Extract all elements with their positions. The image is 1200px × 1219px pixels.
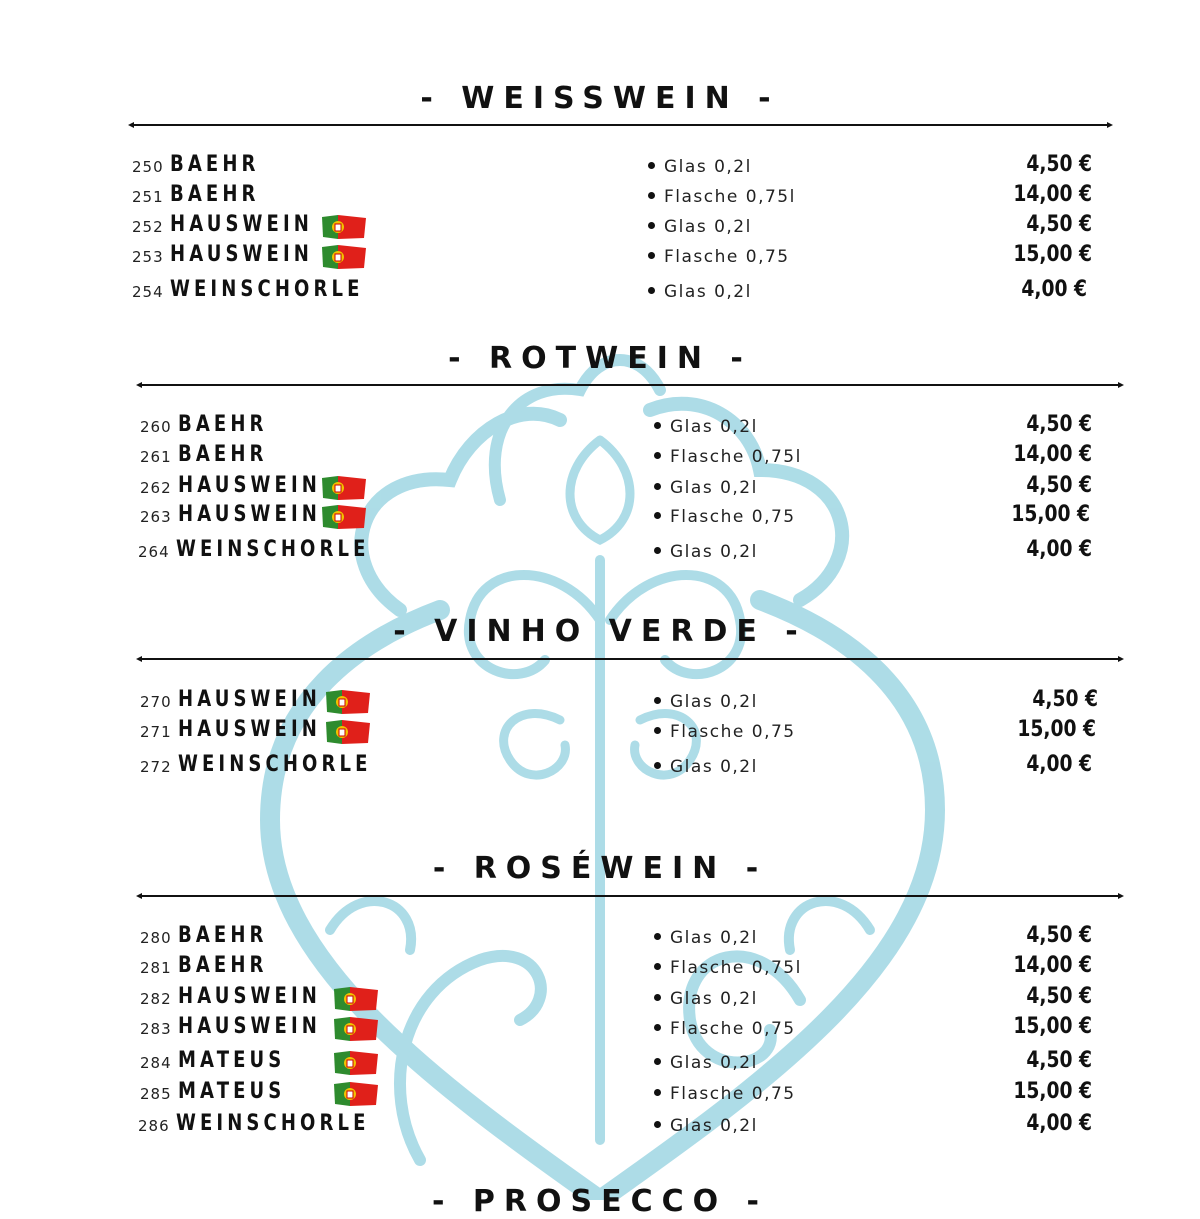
bullet-icon — [654, 697, 661, 704]
item-size-label: Glas 0,2l — [670, 692, 758, 712]
item-size — [654, 417, 758, 437]
item-name: BAEHR — [178, 412, 268, 437]
item-price: 15,00 € — [1013, 242, 1092, 267]
bullet-icon — [654, 1121, 661, 1128]
menu-item — [138, 1111, 1098, 1141]
bullet-icon — [654, 1058, 661, 1065]
item-price: 4,50 € — [1026, 412, 1092, 437]
item-size-label: Flasche 0,75 — [670, 722, 796, 742]
item-size — [648, 247, 790, 267]
item-size — [654, 507, 796, 527]
item-price: 4,00 € — [1026, 752, 1092, 777]
item-size-label: Flasche 0,75 — [670, 1019, 796, 1039]
item-price: 15,00 € — [1011, 502, 1090, 527]
bullet-icon — [654, 727, 661, 734]
item-size-label: Glas 0,2l — [670, 989, 758, 1009]
item-number: 272 — [140, 758, 172, 776]
item-size — [654, 757, 758, 777]
item-number: 253 — [132, 248, 164, 266]
bullet-icon — [654, 547, 661, 554]
item-number: 260 — [140, 418, 172, 436]
portugal-flag-icon — [324, 718, 372, 746]
item-size — [654, 1019, 796, 1039]
portugal-flag-icon — [332, 1080, 380, 1108]
section-divider — [128, 119, 1113, 131]
item-number: 251 — [132, 188, 164, 206]
bullet-icon — [654, 512, 661, 519]
portugal-flag-icon — [320, 243, 368, 271]
menu-item — [132, 182, 1092, 212]
menu-item — [140, 412, 1100, 442]
item-price: 14,00 € — [1013, 953, 1092, 978]
item-number: 254 — [132, 283, 164, 301]
bullet-icon — [654, 994, 661, 1001]
item-size-label: Flasche 0,75l — [664, 187, 796, 207]
item-size-label: Glas 0,2l — [664, 157, 752, 177]
item-name: WEINSCHORLE — [176, 1111, 370, 1136]
bullet-icon — [654, 422, 661, 429]
menu-item — [140, 502, 1100, 532]
item-price: 4,50 € — [1026, 212, 1092, 237]
section-title: - WEISSWEIN - — [420, 81, 780, 116]
item-size — [654, 447, 802, 467]
portugal-flag-icon — [324, 688, 372, 716]
item-number: 286 — [138, 1117, 170, 1135]
item-size — [654, 478, 758, 498]
bullet-icon — [654, 1024, 661, 1031]
item-price: 15,00 € — [1013, 1014, 1092, 1039]
item-size — [654, 1053, 758, 1073]
item-name: BAEHR — [178, 442, 268, 467]
item-price: 4,00 € — [1026, 537, 1092, 562]
item-price: 15,00 € — [1017, 717, 1096, 742]
item-size — [648, 157, 752, 177]
bullet-icon — [654, 762, 661, 769]
portugal-flag-icon — [332, 985, 380, 1013]
item-size-label: Glas 0,2l — [670, 1116, 758, 1136]
item-size-label: Glas 0,2l — [670, 1053, 758, 1073]
item-size — [654, 928, 758, 948]
item-number: 261 — [140, 448, 172, 466]
item-size-label: Flasche 0,75 — [670, 507, 796, 527]
bullet-icon — [654, 963, 661, 970]
menu-item — [140, 1079, 1100, 1109]
item-size-label: Glas 0,2l — [664, 217, 752, 237]
item-price: 4,00 € — [1026, 1111, 1092, 1136]
item-name: BAEHR — [178, 953, 268, 978]
item-size — [654, 989, 758, 1009]
item-price: 4,50 € — [1026, 152, 1092, 177]
bullet-icon — [648, 252, 655, 259]
menu-item — [140, 1048, 1100, 1078]
item-number: 262 — [140, 479, 172, 497]
menu-item — [140, 1014, 1100, 1044]
item-price: 14,00 € — [1013, 182, 1092, 207]
item-price: 4,50 € — [1026, 984, 1092, 1009]
item-number: 252 — [132, 218, 164, 236]
item-name: BAEHR — [170, 182, 260, 207]
section-divider — [136, 890, 1124, 902]
bullet-icon — [654, 483, 661, 490]
item-size-label: Glas 0,2l — [670, 417, 758, 437]
item-size-label: Flasche 0,75l — [670, 447, 802, 467]
bullet-icon — [648, 222, 655, 229]
item-price: 4,50 € — [1026, 473, 1092, 498]
item-number: 282 — [140, 990, 172, 1008]
item-name: MATEUS — [178, 1079, 286, 1104]
bullet-icon — [648, 287, 655, 294]
item-number: 284 — [140, 1054, 172, 1072]
item-size — [654, 1084, 796, 1104]
menu-item — [138, 537, 1098, 567]
item-number: 281 — [140, 959, 172, 977]
item-size-label: Flasche 0,75 — [670, 1084, 796, 1104]
portugal-flag-icon — [320, 474, 368, 502]
item-price: 4,50 € — [1026, 923, 1092, 948]
item-number: 271 — [140, 723, 172, 741]
portugal-flag-icon — [332, 1015, 380, 1043]
item-name: WEINSCHORLE — [178, 752, 372, 777]
item-size — [654, 692, 758, 712]
section-title: - VINHO VERDE - — [393, 614, 807, 649]
item-name: BAEHR — [170, 152, 260, 177]
item-size-label: Glas 0,2l — [670, 928, 758, 948]
item-price: 4,00 € — [1021, 277, 1087, 302]
menu-item — [132, 277, 1092, 307]
item-size — [648, 282, 752, 302]
menu-item — [140, 923, 1100, 953]
item-name: HAUSWEIN — [178, 984, 321, 1009]
item-size-label: Glas 0,2l — [670, 478, 758, 498]
item-number: 250 — [132, 158, 164, 176]
section-title: - ROTWEIN - — [448, 341, 752, 376]
item-name: MATEUS — [178, 1048, 286, 1073]
item-size — [654, 542, 758, 562]
item-number: 280 — [140, 929, 172, 947]
menu-item — [140, 473, 1100, 503]
menu-item — [140, 442, 1100, 472]
item-size — [654, 722, 796, 742]
item-size — [648, 187, 796, 207]
item-number: 270 — [140, 693, 172, 711]
item-name: WEINSCHORLE — [176, 537, 370, 562]
menu-item — [140, 717, 1100, 747]
portugal-flag-icon — [320, 503, 368, 531]
menu-item — [132, 152, 1092, 182]
menu-item — [132, 212, 1092, 242]
item-name: HAUSWEIN — [178, 1014, 321, 1039]
section-divider — [136, 653, 1124, 665]
item-size — [654, 1116, 758, 1136]
item-name: HAUSWEIN — [178, 473, 321, 498]
item-price: 14,00 € — [1013, 442, 1092, 467]
portugal-flag-icon — [332, 1049, 380, 1077]
item-size — [648, 217, 752, 237]
section-divider — [136, 379, 1124, 391]
item-number: 283 — [140, 1020, 172, 1038]
item-size-label: Glas 0,2l — [664, 282, 752, 302]
item-number: 285 — [140, 1085, 172, 1103]
menu-item — [132, 242, 1092, 272]
bullet-icon — [654, 452, 661, 459]
item-name: HAUSWEIN — [178, 687, 321, 712]
item-price: 4,50 € — [1032, 687, 1098, 712]
menu-item — [140, 953, 1100, 983]
item-number: 263 — [140, 508, 172, 526]
bullet-icon — [654, 933, 661, 940]
item-price: 4,50 € — [1026, 1048, 1092, 1073]
item-size-label: Glas 0,2l — [670, 757, 758, 777]
item-name: HAUSWEIN — [178, 502, 321, 527]
item-number: 264 — [138, 543, 170, 561]
item-name: HAUSWEIN — [178, 717, 321, 742]
item-size-label: Flasche 0,75 — [664, 247, 790, 267]
item-size — [654, 958, 802, 978]
item-name: HAUSWEIN — [170, 212, 313, 237]
next-section-title: - PROSECCO - — [431, 1184, 769, 1219]
portugal-flag-icon — [320, 213, 368, 241]
bullet-icon — [648, 162, 655, 169]
item-size-label: Glas 0,2l — [670, 542, 758, 562]
menu-item — [140, 687, 1100, 717]
item-name: HAUSWEIN — [170, 242, 313, 267]
section-title: - ROSÉWEIN - — [432, 851, 768, 886]
item-price: 15,00 € — [1013, 1079, 1092, 1104]
item-size-label: Flasche 0,75l — [670, 958, 802, 978]
bullet-icon — [654, 1089, 661, 1096]
menu-item — [140, 984, 1100, 1014]
item-name: WEINSCHORLE — [170, 277, 364, 302]
item-name: BAEHR — [178, 923, 268, 948]
bullet-icon — [648, 192, 655, 199]
menu-item — [140, 752, 1100, 782]
